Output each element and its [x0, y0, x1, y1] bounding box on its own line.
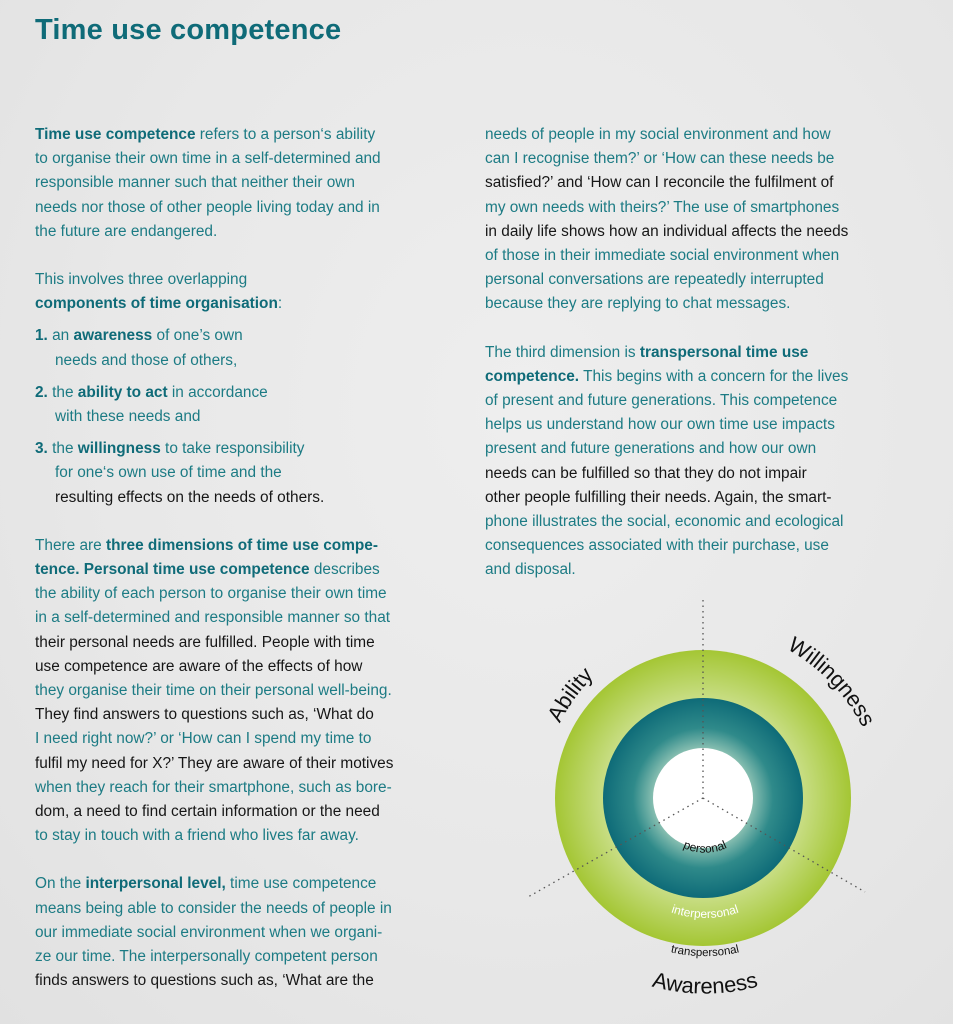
- text-line: they organise their time on their personal well-being.: [35, 682, 392, 700]
- text: :: [277, 295, 283, 313]
- text: to take responsibility: [160, 440, 305, 458]
- text-line: helps us understand how our own time use impacts: [485, 416, 835, 434]
- text-line: because they are replying to chat messages.: [485, 295, 791, 313]
- axis-label-willingness: Willingness: [783, 631, 881, 731]
- list-number: 2.: [35, 383, 48, 401]
- text-line: responsible manner such that neither their own: [35, 174, 355, 192]
- text-line: They find answers to questions such as, ‘What do: [35, 706, 374, 724]
- ring-label-interpersonal: interpersonal: [669, 901, 741, 922]
- text-line: needs nor those of other people living today and in: [35, 198, 380, 216]
- text-line: dom, a need to find certain information or the need: [35, 803, 380, 821]
- text-line: in daily life shows how an individual affects the needs: [485, 222, 849, 240]
- text: refers to a person‘s ability: [195, 126, 376, 143]
- text: On the: [35, 875, 86, 893]
- text-line: to stay in touch with a friend who lives far away.: [35, 827, 359, 845]
- dimensions-term: tence.: [35, 561, 80, 579]
- list-term: willingness: [77, 440, 161, 458]
- text-line: consequences associated with their purchase, use: [485, 537, 829, 555]
- ring-label-transpersonal: transpersonal: [669, 943, 741, 960]
- text-line: finds answers to questions such as, ‘What are the: [35, 972, 374, 990]
- text-line: for one‘s own use of time and the: [55, 464, 282, 482]
- intro-term: Time use competence: [35, 126, 196, 143]
- text-line: fulfil my need for X?’ They are aware of their motives: [35, 754, 394, 772]
- text: the: [47, 383, 78, 401]
- components-list: [35, 324, 465, 509]
- interpersonal-continued-paragraph: [485, 123, 925, 317]
- axis-label-ability: Ability: [542, 662, 598, 726]
- interpersonal-paragraph: [35, 872, 465, 993]
- dimensions-term: three dimensions of time use compe-: [106, 536, 378, 554]
- text-line: use competence are aware of the effects of how: [35, 657, 363, 675]
- text-line: needs of people in my social environment and how: [485, 126, 831, 143]
- text-line: our immediate social environment when we organi-: [35, 923, 383, 941]
- competence-rings-diagram: [480, 590, 930, 1010]
- text-line: in a self-determined and responsible manner so that: [35, 609, 391, 627]
- transpersonal-paragraph: [485, 341, 925, 583]
- text: of one’s own: [152, 327, 243, 345]
- left-column: [35, 123, 465, 994]
- list-term: awareness: [73, 327, 153, 345]
- list-number: 1.: [35, 327, 48, 345]
- text: in accordance: [167, 383, 268, 401]
- text: an: [47, 327, 74, 345]
- text: The third dimension is: [485, 343, 640, 361]
- list-item: [35, 437, 465, 510]
- dimensions-paragraph: [35, 534, 465, 849]
- text-line: means being able to consider the needs of people in: [35, 899, 392, 917]
- text-line: This involves three overlapping: [35, 271, 248, 289]
- text-line: phone illustrates the social, economic and ecological: [485, 513, 844, 531]
- axis-label-awareness: Awareness: [650, 966, 760, 999]
- text-line: personal conversations are repeatedly interrupted: [485, 271, 824, 289]
- text: There are: [35, 536, 107, 554]
- text-line: the future are endangered.: [35, 222, 218, 240]
- text-line: my own needs with theirs?’ The use of smartphones: [485, 198, 840, 216]
- transpersonal-term: competence.: [485, 367, 580, 385]
- text-line: can I recognise them?’ or ‘How can these needs be: [485, 150, 835, 168]
- components-term: components of time organisation: [35, 295, 278, 313]
- text: the: [47, 440, 78, 458]
- text-line: to organise their own time in a self-determined and: [35, 150, 381, 168]
- text-line: satisfied?’ and ‘How can I reconcile the fulfilment of: [485, 174, 834, 192]
- ring-label-personal: personal: [681, 837, 729, 856]
- page-title: Time use competence: [35, 14, 342, 46]
- interpersonal-term: interpersonal level,: [85, 875, 226, 893]
- text-line: of present and future generations. This competence: [485, 392, 838, 410]
- text-line: present and future generations and how our own: [485, 440, 817, 458]
- text-line: I need right now?’ or ‘How can I spend my time to: [35, 730, 372, 748]
- text-line: other people fulfilling their needs. Again, the smart-: [485, 488, 832, 506]
- text-line: and disposal.: [485, 561, 576, 579]
- text-line: when they reach for their smartphone, such as bore-: [35, 778, 392, 796]
- text: This begins with a concern for the lives: [579, 367, 849, 385]
- text-line: with these needs and: [55, 408, 201, 426]
- text-line: the ability of each person to organise their own time: [35, 585, 387, 603]
- text: time use competence: [225, 875, 377, 893]
- text-line: resulting effects on the needs of others.: [55, 488, 325, 506]
- text: describes: [309, 561, 380, 579]
- text-line: their personal needs are fulfilled. People with time: [35, 633, 375, 651]
- list-item: [35, 324, 465, 372]
- right-column: [485, 123, 925, 583]
- list-item: [35, 381, 465, 429]
- components-paragraph: [35, 268, 465, 316]
- text-line: ze our time. The interpersonally competent person: [35, 948, 378, 966]
- personal-term: Personal time use competence: [79, 561, 310, 579]
- list-term: ability to act: [77, 383, 168, 401]
- text-line: needs can be fulfilled so that they do not impair: [485, 464, 807, 482]
- text-line: needs and those of others,: [55, 351, 238, 369]
- intro-paragraph: [35, 123, 465, 244]
- text-line: of those in their immediate social environment when: [485, 247, 840, 265]
- list-number: 3.: [35, 440, 48, 458]
- transpersonal-term: transpersonal time use: [639, 343, 809, 361]
